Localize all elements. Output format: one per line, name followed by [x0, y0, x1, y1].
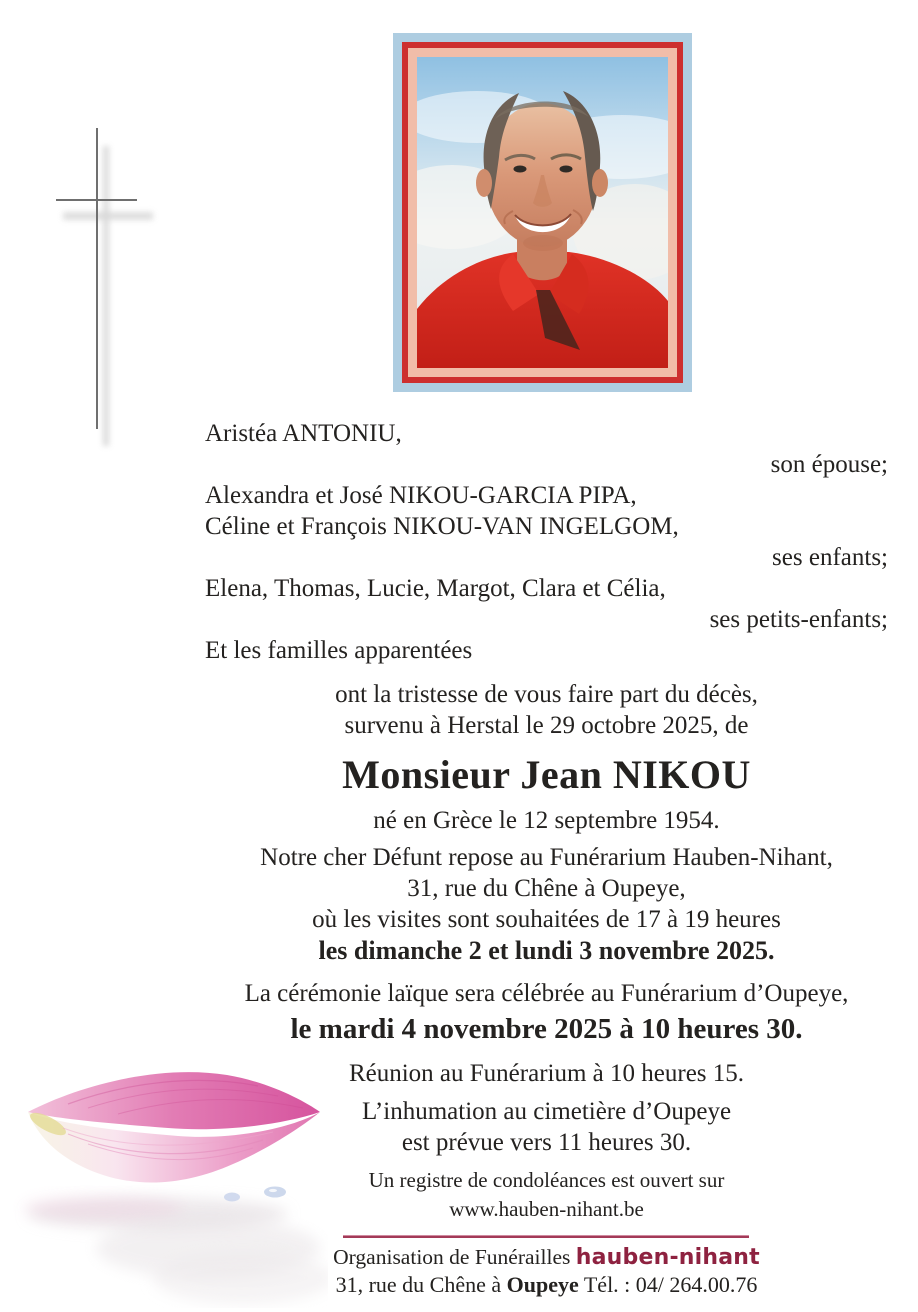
lotus-petal-image — [8, 1056, 328, 1308]
footer-org-text: Organisation de Funérailles — [333, 1245, 576, 1269]
footer-address-text: 31, rue du Chêne à — [335, 1272, 507, 1297]
relation-label: ses enfants; — [772, 544, 888, 571]
cross-shadow — [63, 212, 153, 220]
announcement-line: ont la tristesse de vous faire part du décès, — [335, 681, 758, 708]
family-member-line: Alexandra et José NIKOU-GARCIA PIPA, — [205, 482, 637, 509]
family-list — [205, 418, 888, 666]
ceremony-date: le mardi 4 novembre 2025 à 10 heures 30. — [290, 1013, 803, 1045]
funeral-home-brand: hauben-nihant — [575, 1245, 760, 1270]
family-member-line: Elena, Thomas, Lucie, Margot, Clara et Célia, — [205, 575, 666, 602]
condolences-line: Un registre de condoléances est ouvert sur — [368, 1168, 725, 1192]
ceremony-info — [205, 978, 888, 1049]
footer-address-phone: Tél. : 04/ 264.00.76 — [578, 1272, 758, 1297]
family-member-line: Et les familles apparentées — [205, 637, 473, 664]
death-announcement — [205, 679, 888, 741]
reunion-line: Réunion au Funérarium à 10 heures 15. — [348, 1060, 745, 1087]
burial-line: L’inhumation au cimetière d’Oupeye — [361, 1098, 732, 1125]
announcement-line: survenu à Herstal le 29 octobre 2025, de — [344, 712, 749, 739]
deceased-name: Monsieur Jean NIKOU — [342, 752, 751, 797]
deceased-birth-info: né en Grèce le 12 septembre 1954. — [373, 807, 720, 834]
family-member-line: Aristéa ANTONIU, — [205, 420, 402, 447]
family-member-line: Céline et François NIKOU-VAN INGELGOM, — [205, 513, 679, 540]
visitation-dates: les dimanche 2 et lundi 3 novembre 2025. — [318, 936, 775, 965]
visitation-hours: où les visites sont souhaitées de 17 à 19 heures — [312, 906, 781, 933]
deceased-identity — [205, 749, 888, 836]
relation-label: ses petits-enfants; — [709, 606, 888, 633]
visitation-address: 31, rue du Chêne à Oupeye, — [407, 875, 686, 902]
portrait-photo-frame — [393, 33, 692, 392]
cross-shadow — [103, 146, 109, 446]
condolences-website: www.hauben-nihant.be — [449, 1197, 644, 1221]
deceased-portrait-photo — [417, 57, 668, 368]
visitation-line: Notre cher Défunt repose au Funérarium Hauben-Nihant, — [260, 844, 833, 871]
ceremony-line: La cérémonie laïque sera célébrée au Funérarium d’Oupeye, — [244, 980, 849, 1007]
footer-divider — [343, 1235, 749, 1238]
visitation-info — [205, 842, 888, 966]
relation-label: son épouse; — [770, 451, 888, 478]
photo-frame-salmon-border — [408, 48, 677, 377]
cross-vertical-bar — [96, 128, 98, 429]
burial-time: est prévue vers 11 heures 30. — [401, 1129, 692, 1156]
photo-frame-red-border — [402, 42, 683, 383]
footer-address-city: Oupeye — [506, 1272, 579, 1297]
cross-horizontal-bar — [56, 199, 137, 201]
